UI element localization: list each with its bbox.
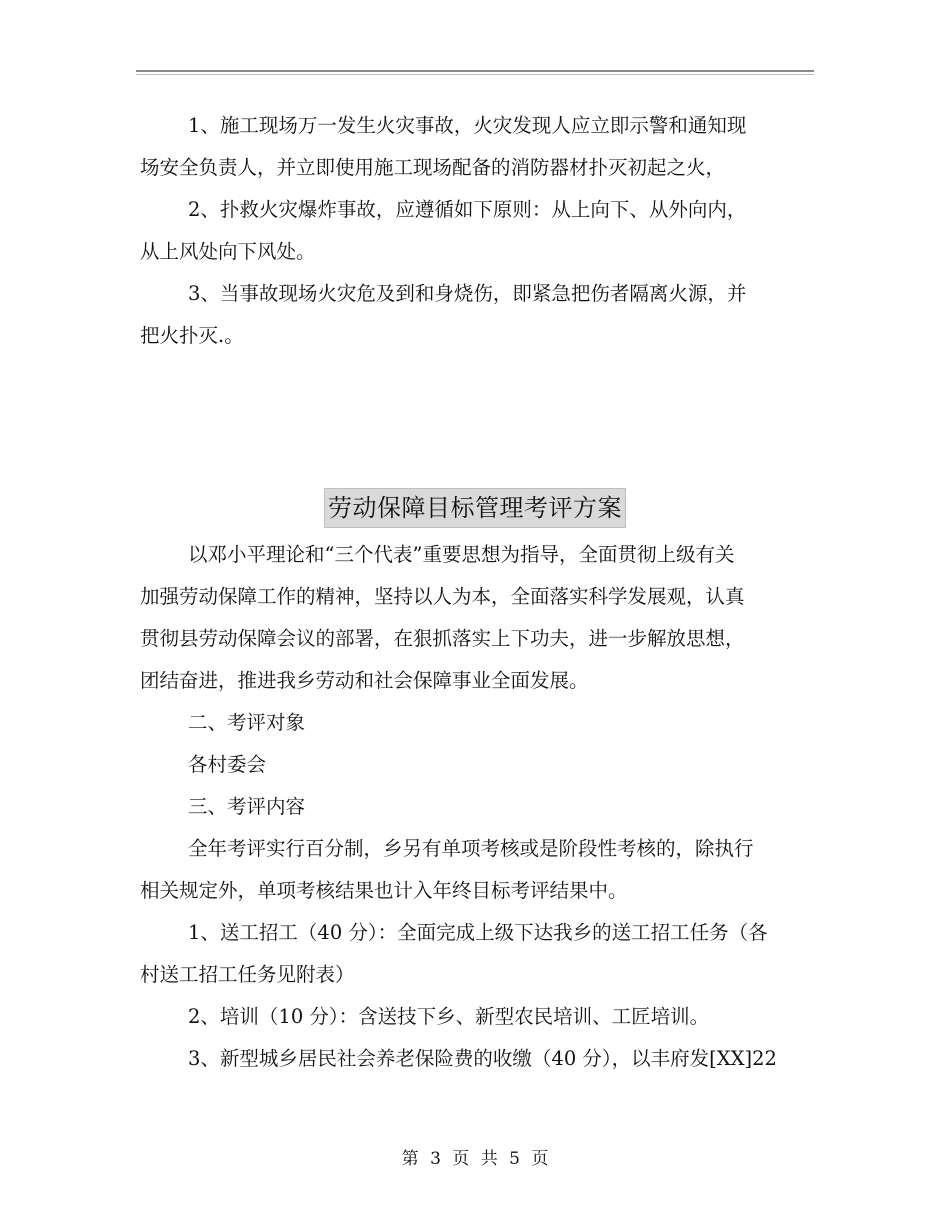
- text-line: 全年考评实行百分制，乡另有单项考核或是阶段性考核的，除执行: [188, 837, 754, 860]
- title-wrap: [0, 488, 950, 528]
- text-line: 加强劳动保障工作的精神，坚持以人为本，全面落实科学发展观，认真: [140, 585, 745, 608]
- paragraph-content: [140, 828, 812, 912]
- paragraph-target: [140, 744, 812, 786]
- paragraph-item-3: [140, 1038, 812, 1080]
- text-line: 场安全负责人，并立即使用施工现场配备的消防器材扑灭初起之火，: [140, 156, 726, 179]
- text-line: 村送工招工任务见附表）: [140, 963, 355, 986]
- text-line: 团结奋进，推进我乡劳动和社会保障事业全面发展。: [140, 669, 589, 692]
- page-footer: 第 3 页 共 5 页: [401, 1149, 549, 1169]
- paragraph-fire-1: [140, 105, 812, 189]
- text-line: 相关规定外，单项考核结果也计入年终目标考评结果中。: [140, 879, 628, 902]
- text-line: 各村委会: [188, 753, 267, 776]
- text-line: 2、扑救火灾爆炸事故，应遵循如下原则：从上向下、从外向内，: [188, 198, 747, 221]
- paragraph-fire-3: [140, 273, 812, 357]
- text-line: 从上风处向下风处。: [140, 240, 316, 263]
- text-line: 三、考评内容: [188, 795, 306, 818]
- heading-content: [140, 786, 812, 828]
- text-line: 以邓小平理论和“三个代表”重要思想为指导，全面贯彻上级有关: [188, 543, 735, 566]
- text-line: 1、施工现场万一发生火灾事故，火灾发现人应立即示警和通知现: [188, 114, 747, 137]
- paragraph-intro: [140, 534, 812, 702]
- text-line: 贯彻县劳动保障会议的部署，在狠抓落实上下功夫，进一步解放思想，: [140, 627, 745, 650]
- text-line: 把火扑灭.。: [140, 324, 244, 347]
- heading-target: [140, 702, 812, 744]
- text-line: 二、考评对象: [188, 711, 306, 734]
- paragraph-item-1: [140, 912, 812, 996]
- document-title: 劳动保障目标管理考评方案: [324, 488, 626, 528]
- paragraph-fire-2: [140, 189, 812, 273]
- text-line: 1、送工招工（40 分）：全面完成上级下达我乡的送工招工任务（各: [188, 921, 768, 944]
- text-line: 3、新型城乡居民社会养老保险费的收缴（40 分），以丰府发[XX]22: [188, 1047, 777, 1070]
- text-line: 3、当事故现场火灾危及到和身烧伤，即紧急把伤者隔离火源，并: [188, 282, 747, 305]
- header-rule: [136, 70, 814, 75]
- text-line: 2、培训（10 分）：含送技下乡、新型农民培训、工匠培训。: [188, 1005, 710, 1028]
- paragraph-item-2: [140, 996, 812, 1038]
